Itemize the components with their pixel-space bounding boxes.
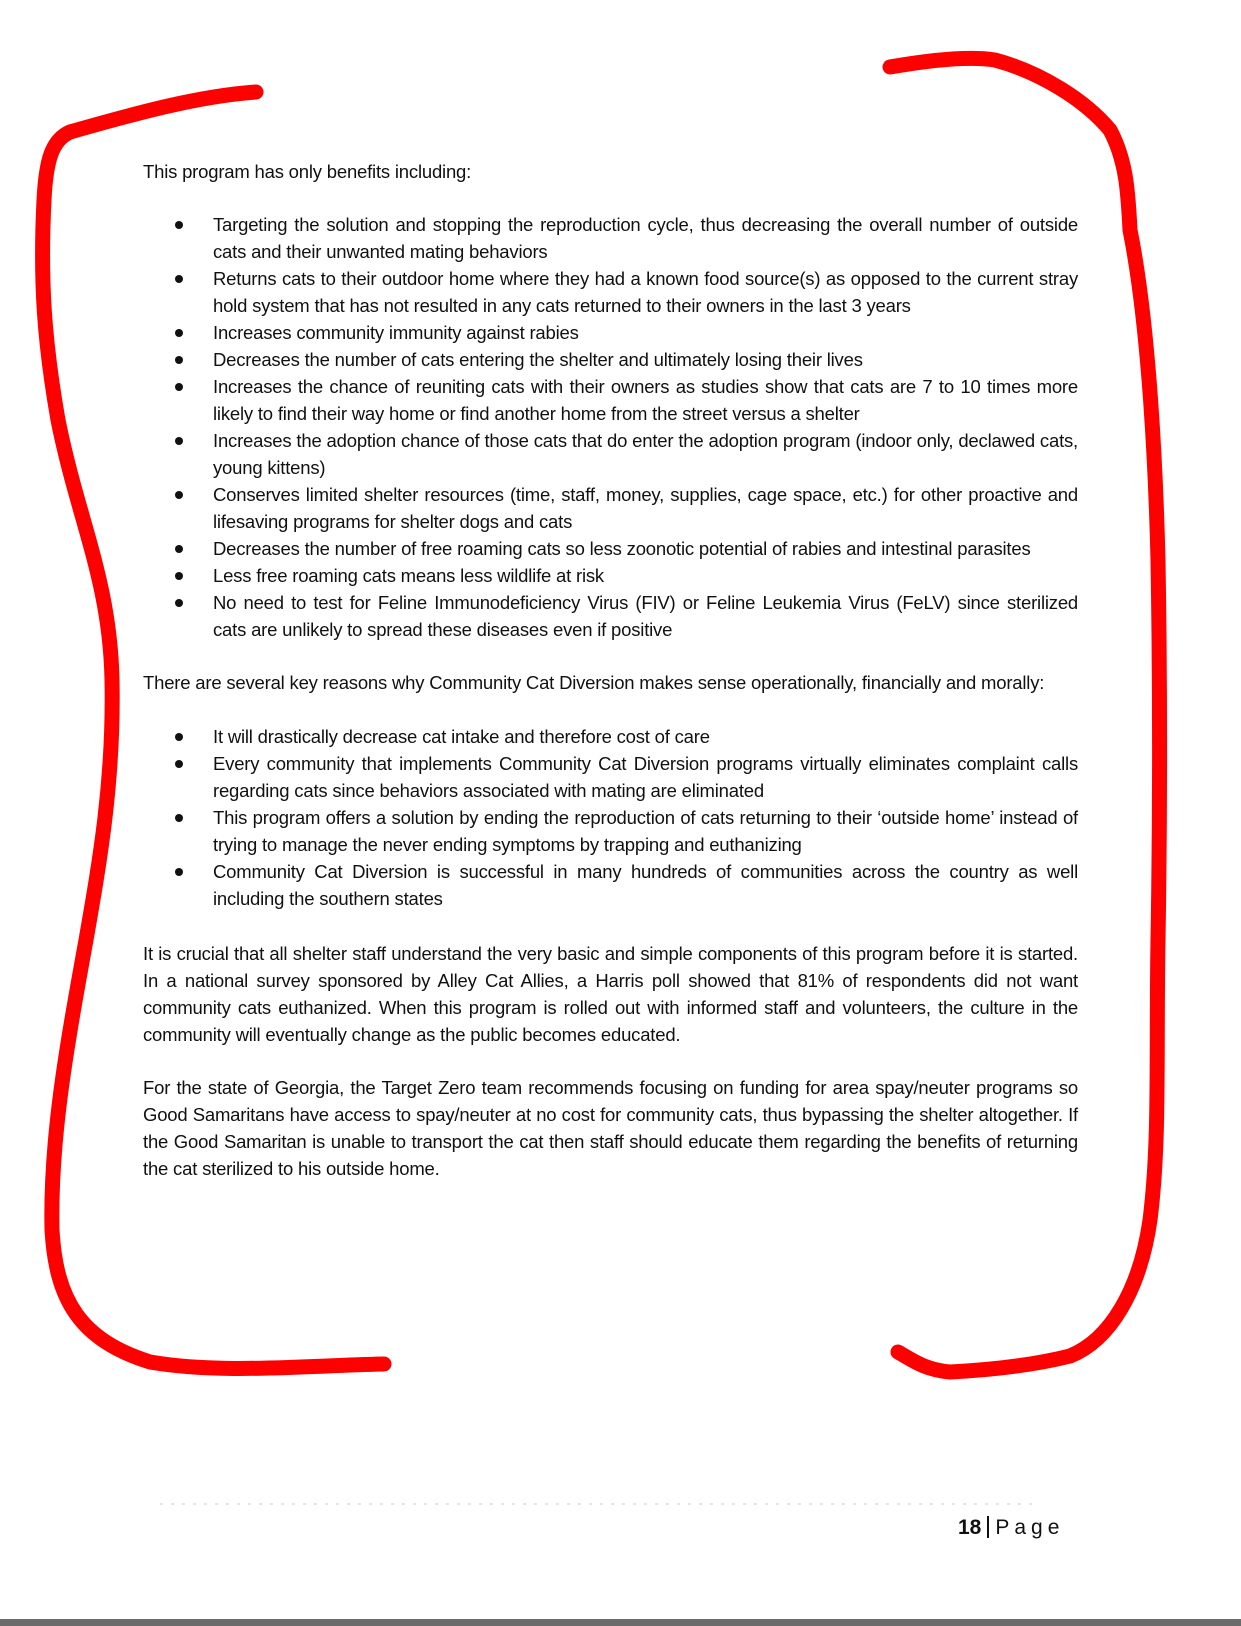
- page-footer: [958, 1516, 1064, 1540]
- bullet-icon: [175, 868, 183, 876]
- list-item: Community Cat Diversion is successful in many hundreds of communities across the country as well including the southern states: [213, 858, 1078, 912]
- viewer-bottom-bar: [0, 1619, 1241, 1626]
- list-item: Returns cats to their outdoor home where they had a known food source(s) as opposed to the current stray hold system that has not resulted in any cats returned to their owners in the last 3 years: [213, 265, 1078, 319]
- bullet-icon: [175, 383, 183, 391]
- bullet-icon: [175, 572, 183, 580]
- benefits-list: [143, 211, 1078, 643]
- bullet-icon: [175, 545, 183, 553]
- bullet-icon: [175, 329, 183, 337]
- bullet-icon: [175, 221, 183, 229]
- footer-divider: [987, 1516, 989, 1538]
- list-item: Targeting the solution and stopping the reproduction cycle, thus decreasing the overall number of outside cats and their unwanted mating behaviors: [213, 211, 1078, 265]
- list-item: Decreases the number of free roaming cats so less zoonotic potential of rabies and intestinal parasites: [213, 535, 1078, 562]
- staff-paragraph: It is crucial that all shelter staff understand the very basic and simple components of this program before it is started. In a national survey sponsored by Alley Cat Allies, a Harris poll showed that 81% of respondents did not want community cats euthanized. When this program is rolled out with informed staff and volunteers, the culture in the community will eventually change as the public becomes educated.: [143, 943, 1078, 1045]
- list-item: No need to test for Feline Immunodeficiency Virus (FIV) or Feline Leukemia Virus (FeLV) since sterilized cats are unlikely to spread these diseases even if positive: [213, 589, 1078, 643]
- list-item: Every community that implements Community Cat Diversion programs virtually eliminates complaint calls regarding cats since behaviors associated with mating are eliminated: [213, 750, 1078, 804]
- list-item: Increases the chance of reuniting cats with their owners as studies show that cats are 7 to 10 times more likely to find their way home or find another home from the street versus a shelter: [213, 373, 1078, 427]
- scan-artifact-line: [160, 1503, 1040, 1505]
- reasons-intro-paragraph: There are several key reasons why Community Cat Diversion makes sense operationally, financially and morally:: [143, 672, 1045, 693]
- bullet-icon: [175, 733, 183, 741]
- intro-paragraph: This program has only benefits including:: [143, 161, 472, 182]
- reasons-list: [143, 723, 1078, 912]
- bullet-icon: [175, 356, 183, 364]
- georgia-paragraph: For the state of Georgia, the Target Zero team recommends focusing on funding for area spay/neuter programs so Good Samaritans have access to spay/neuter at no cost for community cats, thus bypassing the shelter altogether. If the Good Samaritan is unable to transport the cat then staff should educate them regarding the benefits of returning the cat sterilized to his outside home.: [143, 1077, 1078, 1179]
- bullet-icon: [175, 437, 183, 445]
- list-item: Less free roaming cats means less wildlife at risk: [213, 562, 1078, 589]
- list-item: This program offers a solution by ending the reproduction of cats returning to their ‘outside home’ instead of trying to manage the never ending symptoms by trapping and euthanizing: [213, 804, 1078, 858]
- bullet-icon: [175, 491, 183, 499]
- list-item: Increases community immunity against rabies: [213, 319, 1078, 346]
- page-content: [143, 158, 1078, 1182]
- bullet-icon: [175, 599, 183, 607]
- bullet-icon: [175, 275, 183, 283]
- list-item: It will drastically decrease cat intake and therefore cost of care: [213, 723, 1078, 750]
- page-number: 18: [958, 1516, 982, 1539]
- bullet-icon: [175, 760, 183, 768]
- page-label: Page: [995, 1516, 1065, 1539]
- bullet-icon: [175, 814, 183, 822]
- list-item: Conserves limited shelter resources (time, staff, money, supplies, cage space, etc.) for other proactive and lifesaving programs for shelter dogs and cats: [213, 481, 1078, 535]
- list-item: Decreases the number of cats entering the shelter and ultimately losing their lives: [213, 346, 1078, 373]
- list-item: Increases the adoption chance of those cats that do enter the adoption program (indoor only, declawed cats, young kittens): [213, 427, 1078, 481]
